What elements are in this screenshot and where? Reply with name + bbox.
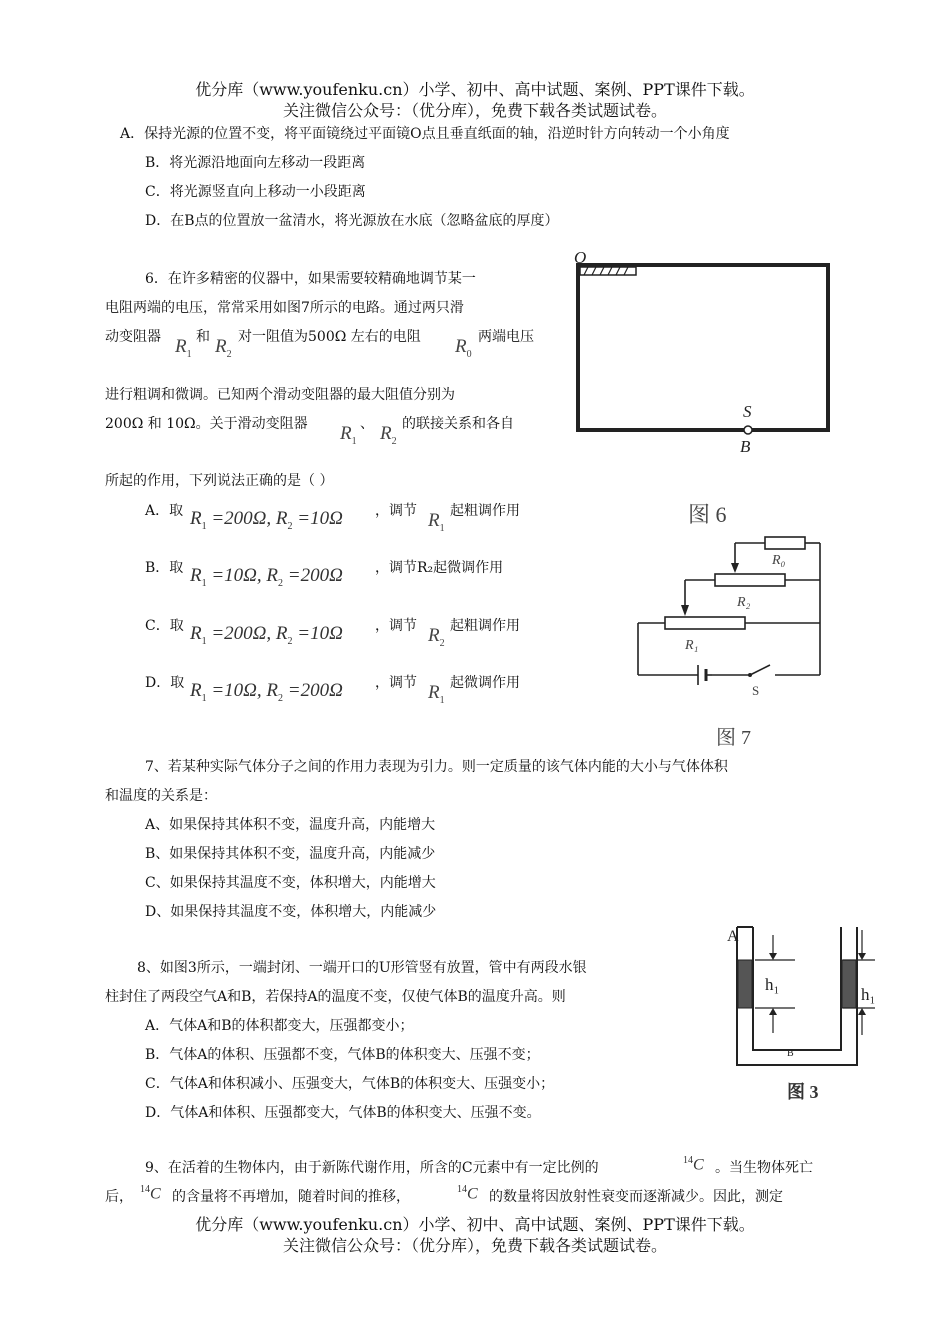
label-b: B <box>740 437 751 456</box>
footer-line-2: 关注微信公众号：（优分库），免费下载各类试题试卷。 <box>282 1236 667 1255</box>
label-s: S <box>743 402 752 421</box>
isotope-c14: $^{14}$C <box>140 1184 161 1203</box>
q6-option-d-end: 起微调作用 <box>450 675 520 691</box>
q6-line-5a: 200Ω 和 10Ω。关于滑动变阻器 <box>105 416 308 432</box>
q6-option-d-equation: $R_1 =10\Omega$, $R_2 =200\Omega$ <box>190 680 343 704</box>
mercury-column-right <box>842 960 856 1008</box>
q7-line-2: 和温度的关系是： <box>105 788 217 804</box>
mercury-column-left <box>738 960 752 1008</box>
q6-option-b-label: B．取 <box>145 560 184 576</box>
figure-6-caption: 图 6 <box>688 502 727 527</box>
q6-line-3c: 对一阻值为500Ω 左右的电阻 <box>238 329 421 345</box>
q6-option-a-mid: ，调节 <box>375 503 417 519</box>
q6-option-b-equation: $R_1 =10\Omega$, $R_2 =200\Omega$ <box>190 565 343 589</box>
isotope-c14: $^{14}$C <box>683 1155 704 1174</box>
q9-line-1a: 9、在活着的生物体内，由于新陈代谢作用，所含的C元素中有一定比例的 <box>145 1160 599 1176</box>
q6-line-3d: 两端电压 <box>478 329 534 345</box>
u-tube <box>737 927 857 1065</box>
circuit-wires <box>638 543 820 675</box>
label-h1-left: h₁ <box>765 975 780 994</box>
q5-option-d: D．在B点的位置放一盆清水，将光源放在水底（忽略盆底的厚度） <box>145 213 559 229</box>
q6-option-a-equation: $R_1 =200\Omega$, $R_2 =10\Omega$ <box>190 508 343 532</box>
label-r0: R₀ <box>772 553 786 568</box>
figure-7-caption: 图 7 <box>716 727 751 749</box>
footer-line-1: 优分库（www.youfenku.cn）小学、初中、高中试题、案例、PPT课件下载。 <box>195 1215 755 1234</box>
label-gas-a: A <box>727 928 739 945</box>
q6-line-6: 所起的作用，下列说法正确的是（ ） <box>105 473 334 489</box>
q6-option-d-mid: ，调节 <box>375 675 417 691</box>
q6-option-c-label: C．取 <box>145 618 184 634</box>
q6-option-b-mid: ，调节R₂起微调作用 <box>375 560 504 576</box>
q8-line-2: 柱封住了两段空气A和B，若保持A的温度不变，仅使气体B的温度升高。则 <box>105 989 566 1005</box>
symbol-r2: $R_2$ <box>215 336 232 360</box>
q6-line-5c: 的联接关系和各自 <box>402 416 514 432</box>
figure-7 <box>630 535 830 755</box>
label-r1: R₁ <box>685 638 699 653</box>
slider-arrow-r2 <box>731 563 739 573</box>
mirror-box <box>578 265 828 430</box>
rheostat-r1 <box>665 617 745 629</box>
label-r2: R₂ <box>737 595 751 610</box>
q9-line-2b: 的含量将不再增加，随着时间的推移， <box>172 1189 410 1205</box>
q6-option-c-equation: $R_1 =200\Omega$, $R_2 =10\Omega$ <box>190 623 343 647</box>
symbol-r2: $R_2$ <box>380 423 397 447</box>
label-o: O <box>574 248 587 267</box>
q7-option-a: A、如果保持其体积不变，温度升高，内能增大 <box>145 817 436 833</box>
slider-arrow-r1 <box>681 605 689 616</box>
q8-option-b: B．气体A的体积、压强都不变，气体B的体积变大、压强不变； <box>145 1047 540 1063</box>
q7-line-1: 7、若某种实际气体分子之间的作用力表现为引力。则一定质量的该气体内能的大小与气体体积 <box>145 759 728 775</box>
q8-option-a: A．气体A和B的体积都变大，压强都变小； <box>145 1018 414 1034</box>
figure-6 <box>568 245 838 535</box>
header-line-2: 关注微信公众号：（优分库），免费下载各类试题试卷。 <box>282 101 667 120</box>
light-source <box>744 426 752 434</box>
q8-line-1: 8、如图3所示，一端封闭、一端开口的U形管竖有放置，管中有两段水银 <box>137 960 587 976</box>
q6-line-5b: 、 <box>360 416 374 432</box>
switch-pivot <box>748 673 752 677</box>
resistor-r0 <box>765 537 805 549</box>
rheostat-r2 <box>715 574 785 586</box>
q8-option-c: C．气体A和体积减小、压强变大，气体B的体积变大、压强变小； <box>145 1076 555 1092</box>
symbol-r1: $R_1$ <box>428 682 445 706</box>
q6-line-3a: 动变阻器 <box>105 329 161 345</box>
q5-option-b: B．将光源沿地面向左移动一段距离 <box>145 155 366 171</box>
figure-3-caption: 图 3 <box>787 1082 819 1102</box>
figure-3 <box>725 915 890 1110</box>
q6-option-a-label: A．取 <box>145 503 184 519</box>
isotope-c14: $^{14}$C <box>457 1184 478 1203</box>
q5-option-a: A．保持光源的位置不变，将平面镜绕过平面镜O点且垂直纸面的轴，沿逆时针方向转动一个小角度 <box>120 126 730 142</box>
symbol-r1: $R_1$ <box>340 423 357 447</box>
q6-line-4: 进行粗调和微调。已知两个滑动变阻器的最大阻值分别为 <box>105 387 455 403</box>
mirror-hatch <box>584 267 628 275</box>
q5-option-c: C．将光源竖直向上移动一小段距离 <box>145 184 366 200</box>
q7-option-b: B、如果保持其体积不变，温度升高，内能减少 <box>145 846 436 862</box>
q6-line-3b: 和 <box>196 329 210 345</box>
label-gas-b: B <box>787 1048 794 1059</box>
q6-line-2: 电阻两端的电压，常常采用如图7所示的电路。通过两只滑 <box>105 300 464 316</box>
q9-line-1b: 。当生物体死亡 <box>715 1160 813 1176</box>
q7-option-c: C、如果保持其温度不变，体积增大，内能增大 <box>145 875 436 891</box>
symbol-r2: $R_2$ <box>428 625 445 649</box>
q9-line-2a: 后， <box>105 1189 133 1205</box>
label-switch-s: S <box>752 683 760 698</box>
header-line-1: 优分库（www.youfenku.cn）小学、初中、高中试题、案例、PPT课件下载。 <box>195 80 755 99</box>
q6-option-a-end: 起粗调作用 <box>450 503 520 519</box>
q7-option-d: D、如果保持其温度不变，体积增大，内能减少 <box>145 904 437 920</box>
q6-option-c-end: 起粗调作用 <box>450 618 520 634</box>
q6-line-1: 6．在许多精密的仪器中，如果需要较精确地调节某一 <box>145 271 476 287</box>
q8-option-d: D．气体A和体积、压强都变大，气体B的体积变大、压强不变。 <box>145 1105 541 1121</box>
q6-option-d-label: D．取 <box>145 675 185 691</box>
symbol-r1: $R_1$ <box>175 336 192 360</box>
symbol-r0: $R_0$ <box>455 336 472 360</box>
q6-option-c-mid: ，调节 <box>375 618 417 634</box>
label-h1-right: h₁ <box>861 985 876 1004</box>
q9-line-2c: 的数量将因放射性衰变而逐渐减少。因此，测定 <box>489 1189 783 1205</box>
symbol-r1: $R_1$ <box>428 510 445 534</box>
